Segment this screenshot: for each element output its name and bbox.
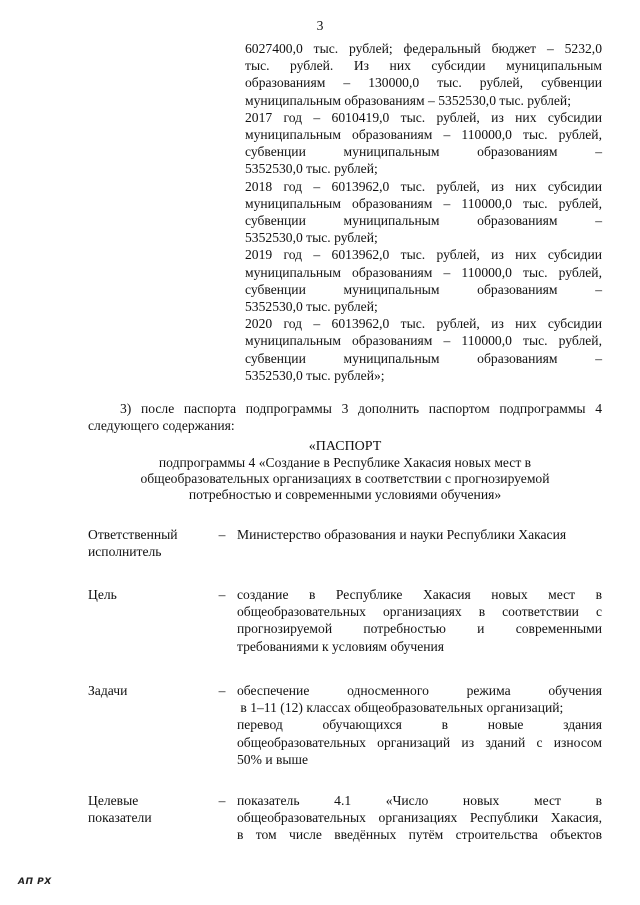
funding-continuation xyxy=(245,40,602,384)
label-line: Ответственный xyxy=(88,527,178,542)
text-line: муниципальным образованиям – 110000,0 тыс. рублей, xyxy=(245,127,602,143)
text-line: 5352530,0 тыс. рублей; xyxy=(245,230,378,246)
text-line: муниципальным образованиям – 5352530,0 тыс. рублей; xyxy=(245,92,571,108)
text-line: 3) после паспорта подпрограммы 3 дополнить паспортом подпрограммы 4 xyxy=(120,401,602,416)
text-line: общеобразовательных организаций из зданий с износом xyxy=(237,734,602,750)
row-value xyxy=(237,526,602,543)
row-value xyxy=(237,682,602,768)
row-label xyxy=(88,792,208,826)
page-number: 3 xyxy=(316,18,324,33)
text-line: перевод обучающихся в новые здания xyxy=(237,717,602,733)
text-line: муниципальным образованиям – 110000,0 тыс. рублей, xyxy=(245,195,602,211)
heading-line: общеобразовательных организациях в соответствии с прогнозируемой xyxy=(140,471,550,486)
text-line: 6027400,0 тыс. рублей; федеральный бюджет – 5232,0 xyxy=(245,41,602,56)
passport-title: «ПАСПОРТ xyxy=(308,439,382,454)
label-line: показатели xyxy=(88,810,152,826)
text-line: 2018 год – 6013962,0 тыс. рублей, из них субсидии xyxy=(245,178,602,194)
text-line: в том числе введённых путём строительства объектов xyxy=(237,827,602,843)
footer-mark: АП РХ xyxy=(18,877,52,887)
text-line: тыс. рублей. Из них субсидии муниципальным xyxy=(245,58,602,74)
text-line: 5352530,0 тыс. рублей; xyxy=(245,161,378,177)
row-label: Задачи xyxy=(88,683,128,698)
row-label: Цель xyxy=(88,587,117,602)
heading-line: потребностью и современными условиями обучения» xyxy=(188,487,502,502)
passport-heading xyxy=(88,439,602,503)
text-line: показатель 4.1 «Число новых мест в xyxy=(237,793,602,808)
text-line: субвенции муниципальным образованиям – xyxy=(245,350,602,366)
text-line: субвенции муниципальным образованиям – xyxy=(245,281,602,297)
dash: – xyxy=(218,793,226,808)
dash: – xyxy=(218,683,226,698)
label-line: Целевые xyxy=(88,793,139,808)
text-line: субвенции муниципальным образованиям – xyxy=(245,144,602,160)
text-line: общеобразовательных организациях в соответствии с xyxy=(237,604,602,620)
text-line: прогнозируемой потребностью и современными xyxy=(237,621,602,637)
text-line: муниципальным образованиям – 110000,0 тыс. рублей, xyxy=(245,264,602,280)
dash: – xyxy=(218,587,226,602)
text-line: общеобразовательных организациях Республики Хакасия, xyxy=(237,810,602,826)
text-line: в 1–11 (12) классах общеобразовательных организаций; xyxy=(237,700,564,716)
text-line: образованиям – 130000,0 тыс. рублей, субвенции xyxy=(245,75,602,91)
text-line: 2019 год – 6013962,0 тыс. рублей, из них субсидии xyxy=(245,247,602,263)
text-line: муниципальным образованиям – 110000,0 тыс. рублей, xyxy=(245,333,602,349)
text-line: обеспечение односменного режима обучения xyxy=(237,683,602,698)
amendment-paragraph xyxy=(88,400,602,434)
label-line: исполнитель xyxy=(88,544,162,560)
text-line: следующего содержания: xyxy=(88,418,235,433)
text-line: субвенции муниципальным образованиям – xyxy=(245,213,602,229)
row-label xyxy=(88,526,208,560)
row-value xyxy=(237,792,602,844)
text-line: 50% и выше xyxy=(237,751,309,767)
text-line: требованиями к условиям обучения xyxy=(237,638,445,654)
text-line: 5352530,0 тыс. рублей»; xyxy=(245,367,385,383)
dash: – xyxy=(218,527,226,542)
text-line: Министерство образования и науки Республики Хакасия xyxy=(237,527,567,542)
row-value xyxy=(237,586,602,655)
text-line: создание в Республике Хакасия новых мест в xyxy=(237,587,602,602)
heading-line: подпрограммы 4 «Создание в Республике Хакасия новых мест в xyxy=(158,455,532,470)
text-line: 5352530,0 тыс. рублей; xyxy=(245,299,378,315)
text-line: 2017 год – 6010419,0 тыс. рублей, из них субсидии xyxy=(245,109,602,125)
text-line: 2020 год – 6013962,0 тыс. рублей, из них субсидии xyxy=(245,316,602,332)
